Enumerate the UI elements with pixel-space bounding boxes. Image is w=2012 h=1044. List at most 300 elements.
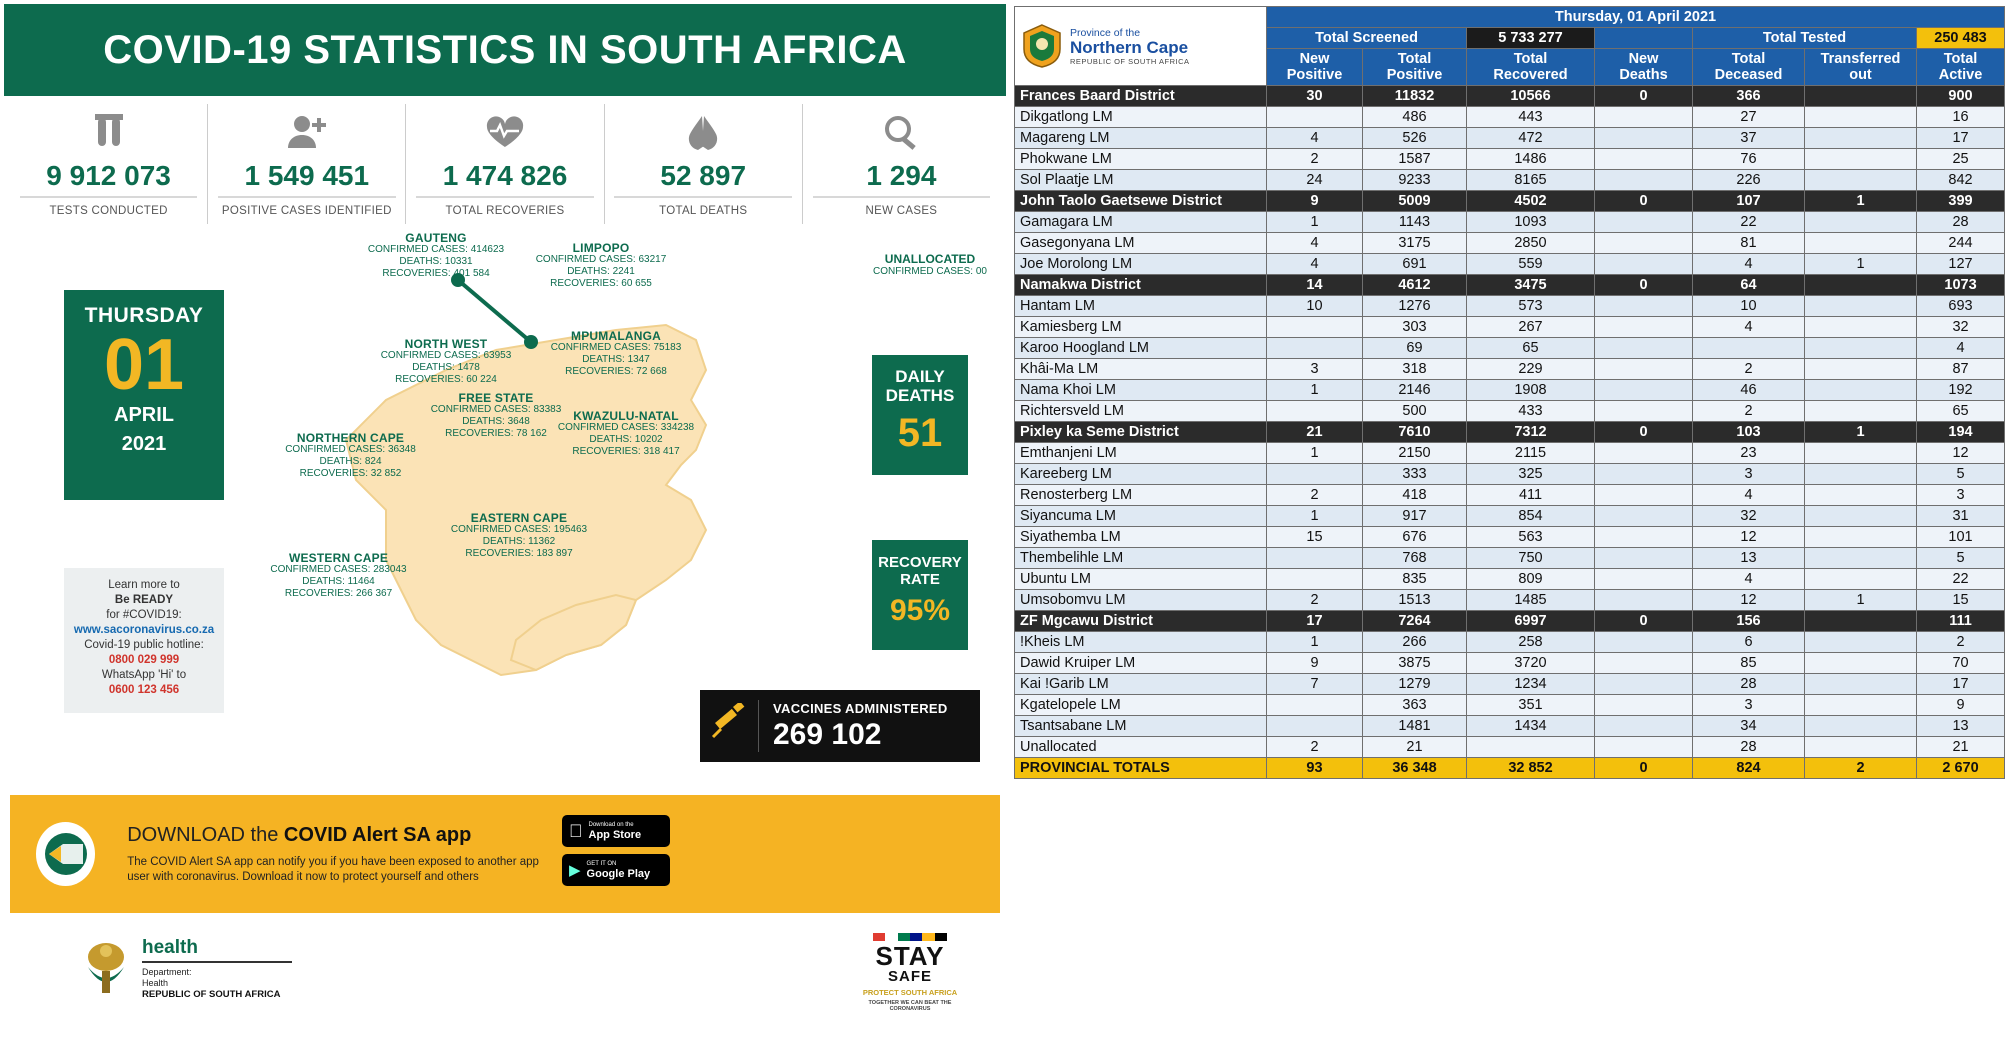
cell-total-deceased: 37 <box>1693 128 1805 149</box>
cell-total-recovered: 750 <box>1467 548 1595 569</box>
cell-total-active: 17 <box>1917 128 2005 149</box>
cell-total-recovered: 563 <box>1467 527 1595 548</box>
cell-transferred-out <box>1805 212 1917 233</box>
cell-transferred-out <box>1805 401 1917 422</box>
cell-new-deaths <box>1595 464 1693 485</box>
cell-new-positive: 1 <box>1267 632 1363 653</box>
cell-total-active: 87 <box>1917 359 2005 380</box>
cell-transferred-out <box>1805 128 1917 149</box>
cell-new-deaths <box>1595 527 1693 548</box>
cell-new-deaths <box>1595 716 1693 737</box>
row-name: Kamiesberg LM <box>1015 317 1267 338</box>
cell-new-positive: 3 <box>1267 359 1363 380</box>
republic-label: REPUBLIC OF SOUTH AFRICA <box>142 989 281 1000</box>
cell-transferred-out <box>1805 527 1917 548</box>
cell-total-active: 32 <box>1917 317 2005 338</box>
cell-new-positive <box>1267 317 1363 338</box>
cell-transferred-out <box>1805 275 1917 296</box>
row-name: Magareng LM <box>1015 128 1267 149</box>
cell-new-positive: 4 <box>1267 254 1363 275</box>
cell-total-deceased: 2 <box>1693 401 1805 422</box>
district-row <box>1015 611 2005 632</box>
row-name: Emthanjeni LM <box>1015 443 1267 464</box>
cell-total-positive: 1279 <box>1363 674 1467 695</box>
cell-total-positive: 3875 <box>1363 653 1467 674</box>
cell-total-recovered: 3475 <box>1467 275 1595 296</box>
cell-total-deceased: 4 <box>1693 569 1805 590</box>
cell-total-positive: 69 <box>1363 338 1467 359</box>
cell-total-active: 842 <box>1917 170 2005 191</box>
department-label: Department: Health <box>142 967 192 988</box>
cell-new-positive: 2 <box>1267 149 1363 170</box>
cell-total-deceased: 13 <box>1693 548 1805 569</box>
vaccines-administered-card <box>700 690 980 762</box>
province-north-west: NORTH WEST CONFIRMED CASES: 63953 DEATHS: 1478 RECOVERIES: 60 224 <box>380 337 512 385</box>
district-row <box>1015 275 2005 296</box>
cell-total-active: 4 <box>1917 338 2005 359</box>
row-name: Kareeberg LM <box>1015 464 1267 485</box>
cell-new-deaths <box>1595 485 1693 506</box>
cell-new-positive: 1 <box>1267 380 1363 401</box>
table-row <box>1015 485 2005 506</box>
cell-total-active: 21 <box>1917 737 2005 758</box>
cell-new-deaths <box>1595 296 1693 317</box>
table-row <box>1015 359 2005 380</box>
cell-total-active: 2 <box>1917 632 2005 653</box>
col-new-positive: New Positive <box>1267 49 1363 86</box>
cell-total-recovered: 2850 <box>1467 233 1595 254</box>
stat-label: TOTAL DEATHS <box>659 205 748 217</box>
cell-total-recovered: 443 <box>1467 107 1595 128</box>
cell-total-recovered: 1485 <box>1467 590 1595 611</box>
northern-cape-table-panel <box>1010 0 2012 1044</box>
learn-line-3: for #COVID19: <box>106 609 182 621</box>
cell-total-recovered: 472 <box>1467 128 1595 149</box>
cell-new-deaths <box>1595 632 1693 653</box>
table-row <box>1015 254 2005 275</box>
table-row <box>1015 170 2005 191</box>
province-gauteng: GAUTENG CONFIRMED CASES: 414623 DEATHS: 10331 RECOVERIES: 401 584 <box>367 231 505 279</box>
stat-total-recoveries <box>406 104 604 224</box>
cell-transferred-out: 1 <box>1805 422 1917 443</box>
cell-total-recovered: 7312 <box>1467 422 1595 443</box>
row-name: Hantam LM <box>1015 296 1267 317</box>
cell-total-active: 15 <box>1917 590 2005 611</box>
cell-new-positive: 1 <box>1267 212 1363 233</box>
district-row <box>1015 422 2005 443</box>
cell-total-recovered: 1434 <box>1467 716 1595 737</box>
cell-new-positive: 4 <box>1267 128 1363 149</box>
cell-total-recovered: 258 <box>1467 632 1595 653</box>
cell-total-deceased: 4 <box>1693 317 1805 338</box>
cell-total-positive: 1143 <box>1363 212 1467 233</box>
cell-new-positive: 1 <box>1267 443 1363 464</box>
cell-new-deaths: 0 <box>1595 422 1693 443</box>
table-date: Thursday, 01 April 2021 <box>1267 7 2005 28</box>
table-row <box>1015 317 2005 338</box>
cell-total-active: 399 <box>1917 191 2005 212</box>
cell-new-positive: 93 <box>1267 758 1363 779</box>
cell-new-deaths <box>1595 128 1693 149</box>
cell-total-positive: 318 <box>1363 359 1467 380</box>
cell-new-deaths: 0 <box>1595 611 1693 632</box>
table-row <box>1015 506 2005 527</box>
cell-total-active: 70 <box>1917 653 2005 674</box>
row-name: Karoo Hoogland LM <box>1015 338 1267 359</box>
cell-new-deaths <box>1595 170 1693 191</box>
stat-value: 1 294 <box>813 160 990 198</box>
cell-total-recovered: 267 <box>1467 317 1595 338</box>
table-row <box>1015 464 2005 485</box>
cell-total-active: 194 <box>1917 422 2005 443</box>
cell-total-deceased: 12 <box>1693 590 1805 611</box>
province-mpumalanga: MPUMALANGA CONFIRMED CASES: 75183 DEATHS: 1347 RECOVERIES: 72 668 <box>550 329 682 377</box>
cell-new-positive: 7 <box>1267 674 1363 695</box>
app-store-button[interactable]: Download on the App Store <box>562 815 670 847</box>
province-of-the-label: Province of the <box>1070 26 1141 39</box>
table-row <box>1015 632 2005 653</box>
vaccines-value: 269 102 <box>773 717 882 751</box>
cell-transferred-out <box>1805 632 1917 653</box>
cell-total-positive: 2146 <box>1363 380 1467 401</box>
district-row <box>1015 86 2005 107</box>
cell-new-positive: 2 <box>1267 590 1363 611</box>
row-name: Ubuntu LM <box>1015 569 1267 590</box>
cell-transferred-out <box>1805 149 1917 170</box>
whatsapp-number: 0600 123 456 <box>108 684 180 696</box>
col-total-positive: Total Positive <box>1363 49 1467 86</box>
cell-total-positive: 303 <box>1363 317 1467 338</box>
cell-total-deceased: 81 <box>1693 233 1805 254</box>
row-name: Pixley ka Seme District <box>1015 422 1267 443</box>
table-row <box>1015 548 2005 569</box>
daily-deaths-card: DAILY DEATHS 51 <box>872 355 968 475</box>
table-row <box>1015 653 2005 674</box>
cell-new-positive: 2 <box>1267 737 1363 758</box>
cell-total-active: 192 <box>1917 380 2005 401</box>
footer <box>10 925 1000 1040</box>
total-tested-value: 250 483 <box>1917 28 2005 49</box>
stat-tests-conducted <box>10 104 208 224</box>
cell-new-deaths <box>1595 107 1693 128</box>
cell-total-positive: 691 <box>1363 254 1467 275</box>
stat-label: POSITIVE CASES IDENTIFIED <box>221 205 392 217</box>
cell-new-deaths <box>1595 359 1693 380</box>
cell-new-deaths <box>1595 695 1693 716</box>
cell-new-deaths <box>1595 653 1693 674</box>
cell-transferred-out <box>1805 338 1917 359</box>
cell-new-positive: 4 <box>1267 233 1363 254</box>
cell-total-deceased: 28 <box>1693 737 1805 758</box>
cell-transferred-out <box>1805 359 1917 380</box>
cell-total-recovered <box>1467 737 1595 758</box>
row-name: Dikgatlong LM <box>1015 107 1267 128</box>
row-name: !Kheis LM <box>1015 632 1267 653</box>
province-free-state: FREE STATE CONFIRMED CASES: 83383 DEATHS: 3648 RECOVERIES: 78 162 <box>430 391 562 439</box>
cell-transferred-out <box>1805 506 1917 527</box>
cell-new-positive <box>1267 695 1363 716</box>
cell-new-deaths <box>1595 233 1693 254</box>
col-total-recovered: Total Recovered <box>1467 49 1595 86</box>
cell-total-deceased: 2 <box>1693 359 1805 380</box>
cell-total-recovered: 2115 <box>1467 443 1595 464</box>
row-name: Umsobomvu LM <box>1015 590 1267 611</box>
cell-new-deaths: 0 <box>1595 191 1693 212</box>
cell-transferred-out <box>1805 548 1917 569</box>
row-name: Siyancuma LM <box>1015 506 1267 527</box>
cell-new-positive: 9 <box>1267 653 1363 674</box>
cell-new-positive: 1 <box>1267 506 1363 527</box>
cell-total-positive: 21 <box>1363 737 1467 758</box>
row-name: Gamagara LM <box>1015 212 1267 233</box>
row-name: John Taolo Gaetsewe District <box>1015 191 1267 212</box>
cell-total-positive: 5009 <box>1363 191 1467 212</box>
hotline-label: Covid-19 public hotline: <box>84 639 204 651</box>
cell-transferred-out <box>1805 653 1917 674</box>
total-screened-label: Total Screened <box>1267 28 1467 49</box>
cell-total-positive: 7610 <box>1363 422 1467 443</box>
table-row <box>1015 527 2005 548</box>
row-name: Gasegonyana LM <box>1015 233 1267 254</box>
cell-transferred-out <box>1805 674 1917 695</box>
cell-transferred-out: 1 <box>1805 254 1917 275</box>
cell-total-deceased: 824 <box>1693 758 1805 779</box>
district-statistics-table <box>1014 6 2005 779</box>
cell-new-positive: 14 <box>1267 275 1363 296</box>
cell-total-recovered: 854 <box>1467 506 1595 527</box>
cell-total-deceased: 10 <box>1693 296 1805 317</box>
row-name: Renosterberg LM <box>1015 485 1267 506</box>
cell-new-positive <box>1267 107 1363 128</box>
cell-new-deaths <box>1595 212 1693 233</box>
date-card <box>64 290 224 500</box>
cell-total-recovered: 8165 <box>1467 170 1595 191</box>
col-new-deaths: New Deaths <box>1595 49 1693 86</box>
stat-value: 52 897 <box>614 160 791 198</box>
recovery-rate-card: RECOVERY RATE 95% <box>872 540 968 650</box>
cell-total-deceased: 6 <box>1693 632 1805 653</box>
heart-pulse-icon <box>482 110 528 156</box>
covid-alert-app-logo <box>36 822 95 886</box>
table-row <box>1015 380 2005 401</box>
cell-total-recovered: 1093 <box>1467 212 1595 233</box>
cell-new-positive <box>1267 716 1363 737</box>
cell-total-recovered: 3720 <box>1467 653 1595 674</box>
cell-total-recovered: 433 <box>1467 401 1595 422</box>
table-body <box>1015 86 2005 779</box>
cell-transferred-out <box>1805 107 1917 128</box>
cell-total-deceased: 76 <box>1693 149 1805 170</box>
cell-total-recovered: 411 <box>1467 485 1595 506</box>
cell-total-active: 31 <box>1917 506 2005 527</box>
col-total-active: Total Active <box>1917 49 2005 86</box>
page-title: COVID-19 STATISTICS IN SOUTH AFRICA <box>103 27 907 72</box>
title-banner <box>4 4 1006 96</box>
stat-label: NEW CASES <box>865 205 938 217</box>
cell-total-deceased: 64 <box>1693 275 1805 296</box>
cell-total-deceased: 46 <box>1693 380 1805 401</box>
sacoronavirus-link[interactable]: www.sacoronavirus.co.za <box>73 624 215 636</box>
cell-total-recovered: 1908 <box>1467 380 1595 401</box>
cell-transferred-out <box>1805 380 1917 401</box>
cell-new-positive <box>1267 569 1363 590</box>
province-eastern-cape: EASTERN CAPE CONFIRMED CASES: 195463 DEATHS: 11362 RECOVERIES: 183 897 <box>450 511 588 559</box>
cell-total-recovered: 4502 <box>1467 191 1595 212</box>
app-headline-bold: COVID Alert SA app <box>283 823 472 846</box>
cell-total-recovered: 32 852 <box>1467 758 1595 779</box>
cell-new-positive: 10 <box>1267 296 1363 317</box>
cell-total-active: 5 <box>1917 548 2005 569</box>
table-row <box>1015 695 2005 716</box>
cell-transferred-out <box>1805 695 1917 716</box>
cell-total-positive: 1481 <box>1363 716 1467 737</box>
cell-total-deceased: 34 <box>1693 716 1805 737</box>
total-screened-value: 5 733 277 <box>1467 28 1595 49</box>
unallocated-cases: UNALLOCATED CONFIRMED CASES: 00 <box>873 252 987 277</box>
person-plus-icon <box>285 110 329 156</box>
cell-total-deceased: 22 <box>1693 212 1805 233</box>
row-name: Namakwa District <box>1015 275 1267 296</box>
praying-hands-icon <box>681 110 725 156</box>
stat-value: 1 474 826 <box>416 160 593 198</box>
table-row <box>1015 569 2005 590</box>
cell-new-positive: 30 <box>1267 86 1363 107</box>
cell-total-active: 3 <box>1917 485 2005 506</box>
cell-transferred-out <box>1805 170 1917 191</box>
cell-total-positive: 1276 <box>1363 296 1467 317</box>
table-row <box>1015 233 2005 254</box>
cell-total-deceased: 3 <box>1693 695 1805 716</box>
stat-total-deaths <box>605 104 803 224</box>
cell-new-deaths: 0 <box>1595 758 1693 779</box>
header-spacer <box>1595 28 1693 49</box>
row-name: Sol Plaatje LM <box>1015 170 1267 191</box>
cell-total-active: 244 <box>1917 233 2005 254</box>
cell-total-deceased: 156 <box>1693 611 1805 632</box>
cell-total-positive: 486 <box>1363 107 1467 128</box>
google-play-button[interactable]: ▶ GET IT ON Google Play <box>562 854 670 886</box>
cell-transferred-out: 1 <box>1805 590 1917 611</box>
northern-cape-logo-cell <box>1015 7 1267 86</box>
cell-new-deaths <box>1595 380 1693 401</box>
cell-total-active: 22 <box>1917 569 2005 590</box>
table-row <box>1015 674 2005 695</box>
cell-total-recovered: 65 <box>1467 338 1595 359</box>
cell-total-positive: 36 348 <box>1363 758 1467 779</box>
cell-total-active: 1073 <box>1917 275 2005 296</box>
cell-total-deceased: 366 <box>1693 86 1805 107</box>
cell-new-positive: 9 <box>1267 191 1363 212</box>
cell-total-positive: 11832 <box>1363 86 1467 107</box>
cell-total-positive: 676 <box>1363 527 1467 548</box>
cell-total-deceased: 3 <box>1693 464 1805 485</box>
cell-new-deaths <box>1595 254 1693 275</box>
cell-total-positive: 4612 <box>1363 275 1467 296</box>
table-row <box>1015 107 2005 128</box>
cell-new-deaths: 0 <box>1595 86 1693 107</box>
cell-transferred-out <box>1805 485 1917 506</box>
cell-new-positive <box>1267 464 1363 485</box>
province-western-cape: WESTERN CAPE CONFIRMED CASES: 283043 DEATHS: 11464 RECOVERIES: 266 367 <box>270 551 407 599</box>
table-row <box>1015 128 2005 149</box>
cell-total-positive: 418 <box>1363 485 1467 506</box>
cell-new-positive: 2 <box>1267 485 1363 506</box>
sa-flag-bars <box>873 933 947 941</box>
cell-transferred-out <box>1805 737 1917 758</box>
cell-total-positive: 3175 <box>1363 233 1467 254</box>
cell-total-active: 12 <box>1917 443 2005 464</box>
test-tubes-icon <box>88 110 130 156</box>
cell-total-recovered: 351 <box>1467 695 1595 716</box>
table-row <box>1015 212 2005 233</box>
cell-total-deceased: 103 <box>1693 422 1805 443</box>
learn-line-1: Learn more to <box>108 579 180 591</box>
cell-total-active: 25 <box>1917 149 2005 170</box>
summary-stats-row <box>10 104 1000 224</box>
cell-transferred-out <box>1805 317 1917 338</box>
recovery-rate-value: 95% <box>889 594 951 627</box>
apple-icon <box>569 821 583 842</box>
cell-transferred-out <box>1805 569 1917 590</box>
row-name: Frances Baard District <box>1015 86 1267 107</box>
row-name: Kgatelopele LM <box>1015 695 1267 716</box>
cell-total-positive: 1513 <box>1363 590 1467 611</box>
row-name: Siyathemba LM <box>1015 527 1267 548</box>
cell-new-deaths <box>1595 590 1693 611</box>
cell-transferred-out: 1 <box>1805 191 1917 212</box>
cell-total-positive: 500 <box>1363 401 1467 422</box>
cell-total-active: 28 <box>1917 212 2005 233</box>
cell-total-active: 101 <box>1917 527 2005 548</box>
row-name: Thembelihle LM <box>1015 548 1267 569</box>
cell-total-positive: 917 <box>1363 506 1467 527</box>
cell-total-recovered: 559 <box>1467 254 1595 275</box>
row-name: Kai !Garib LM <box>1015 674 1267 695</box>
app-headline: DOWNLOAD the <box>127 823 284 846</box>
cell-total-positive: 835 <box>1363 569 1467 590</box>
row-name: Phokwane LM <box>1015 149 1267 170</box>
cell-total-active: 9 <box>1917 695 2005 716</box>
row-name: Unallocated <box>1015 737 1267 758</box>
cell-transferred-out <box>1805 86 1917 107</box>
table-header-row-1 <box>1015 7 2005 28</box>
learn-line-2: Be READY <box>114 594 174 606</box>
table-row <box>1015 737 2005 758</box>
app-description: The COVID Alert SA app can notify you if you have been exposed to another app user with coronavirus. Download it now to protect yourself and others <box>127 855 539 883</box>
cell-total-deceased: 12 <box>1693 527 1805 548</box>
cell-new-deaths <box>1595 401 1693 422</box>
cell-new-deaths <box>1595 674 1693 695</box>
cell-total-deceased: 4 <box>1693 485 1805 506</box>
date-year: 2021 <box>121 433 167 455</box>
cell-new-deaths <box>1595 737 1693 758</box>
table-row <box>1015 590 2005 611</box>
table-row <box>1015 296 2005 317</box>
date-day-of-week: THURSDAY <box>84 304 204 327</box>
row-name: Nama Khoi LM <box>1015 380 1267 401</box>
row-name: Joe Morolong LM <box>1015 254 1267 275</box>
health-wordmark: health <box>142 937 292 963</box>
date-month: APRIL <box>114 404 174 426</box>
cell-total-recovered: 6997 <box>1467 611 1595 632</box>
cell-new-deaths <box>1595 338 1693 359</box>
cell-total-recovered: 10566 <box>1467 86 1595 107</box>
district-row <box>1015 191 2005 212</box>
learn-more-box <box>64 568 224 713</box>
cell-total-active: 2 670 <box>1917 758 2005 779</box>
cell-total-positive: 363 <box>1363 695 1467 716</box>
cell-total-deceased: 85 <box>1693 653 1805 674</box>
